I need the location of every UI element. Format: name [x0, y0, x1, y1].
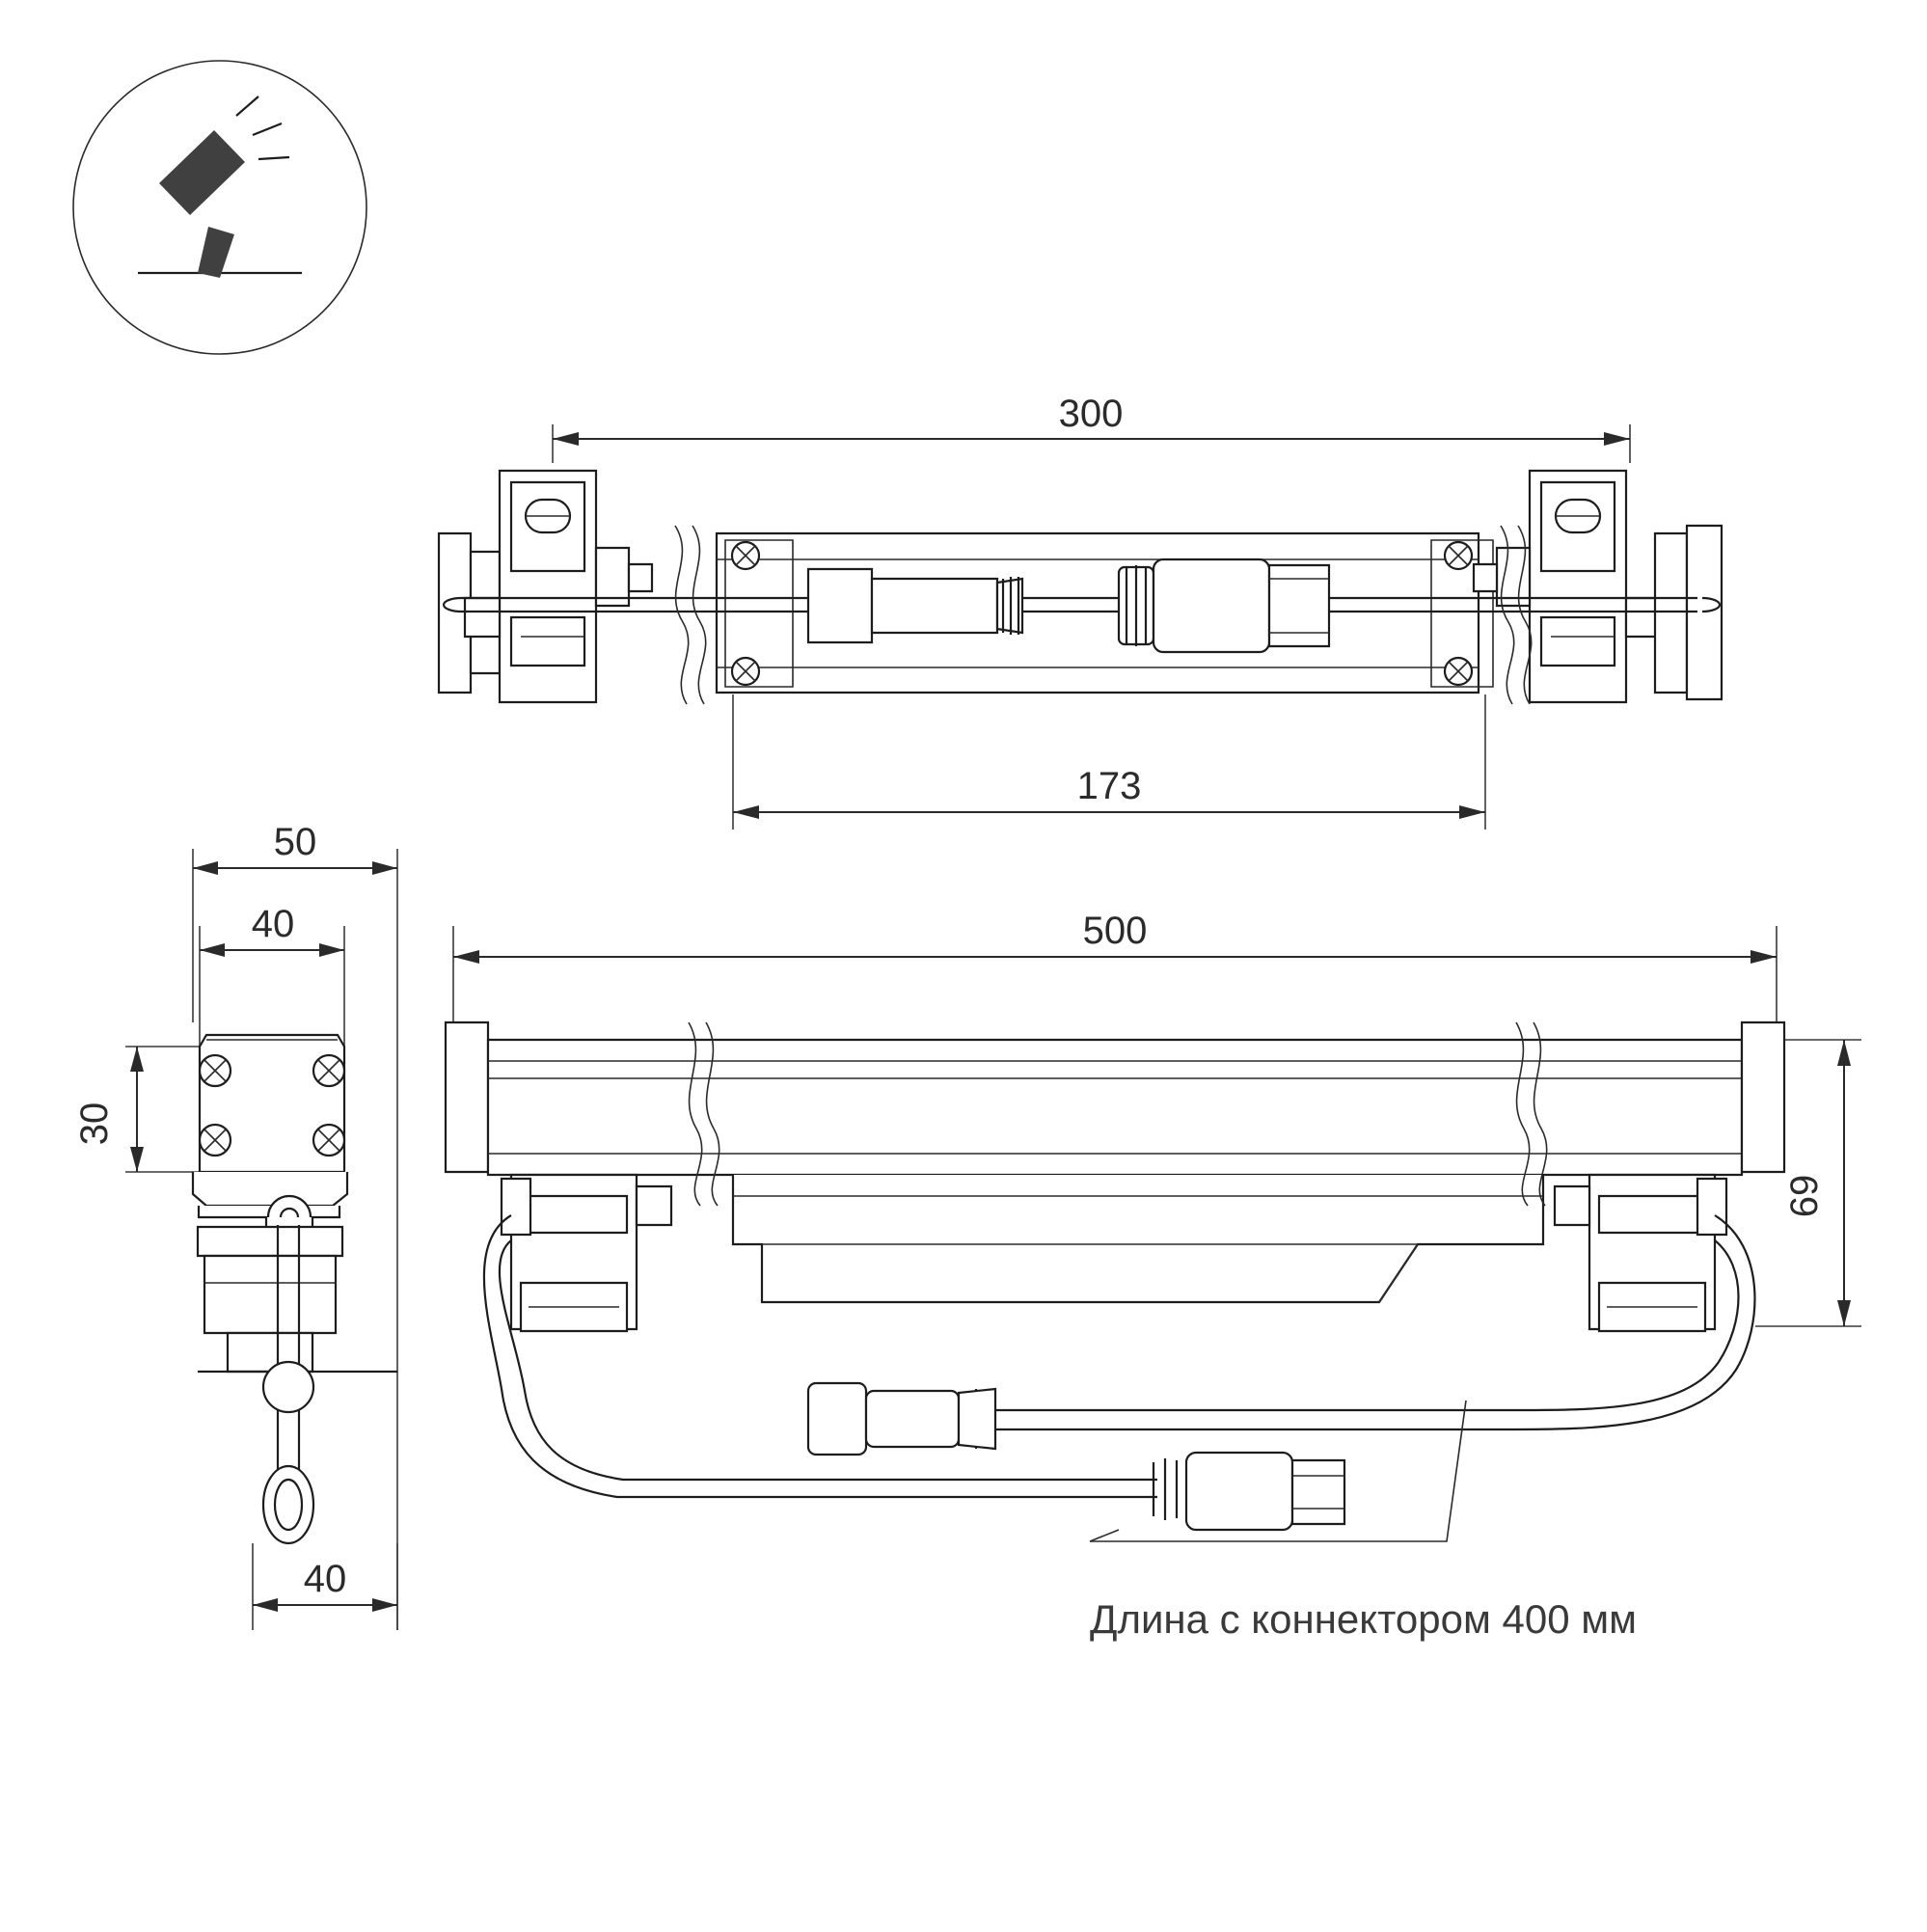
dimension-30	[73, 1047, 204, 1172]
top-view-fixture	[439, 471, 1722, 704]
dim-label-50: 50	[273, 821, 317, 863]
dim-label-500: 500	[1082, 910, 1148, 952]
side-view-fixture	[193, 1035, 397, 1543]
dimension-300	[553, 393, 1630, 463]
main-side-view-fixture	[446, 1022, 1784, 1541]
dimension-173	[733, 694, 1485, 830]
dimension-40-bottom	[253, 1543, 397, 1630]
dim-label-173: 173	[1076, 765, 1142, 807]
connector-length-note: Длина с коннектором 400 мм	[1090, 1596, 1637, 1642]
dimension-40-top	[200, 903, 344, 1051]
dimension-500	[453, 910, 1777, 1022]
dim-label-69: 69	[1783, 1174, 1826, 1218]
dim-label-40-top: 40	[251, 903, 295, 945]
dim-label-30: 30	[73, 1102, 116, 1146]
dim-label-40-bottom: 40	[303, 1558, 347, 1600]
spotlight-icon	[73, 61, 366, 354]
dim-label-300: 300	[1058, 393, 1124, 435]
